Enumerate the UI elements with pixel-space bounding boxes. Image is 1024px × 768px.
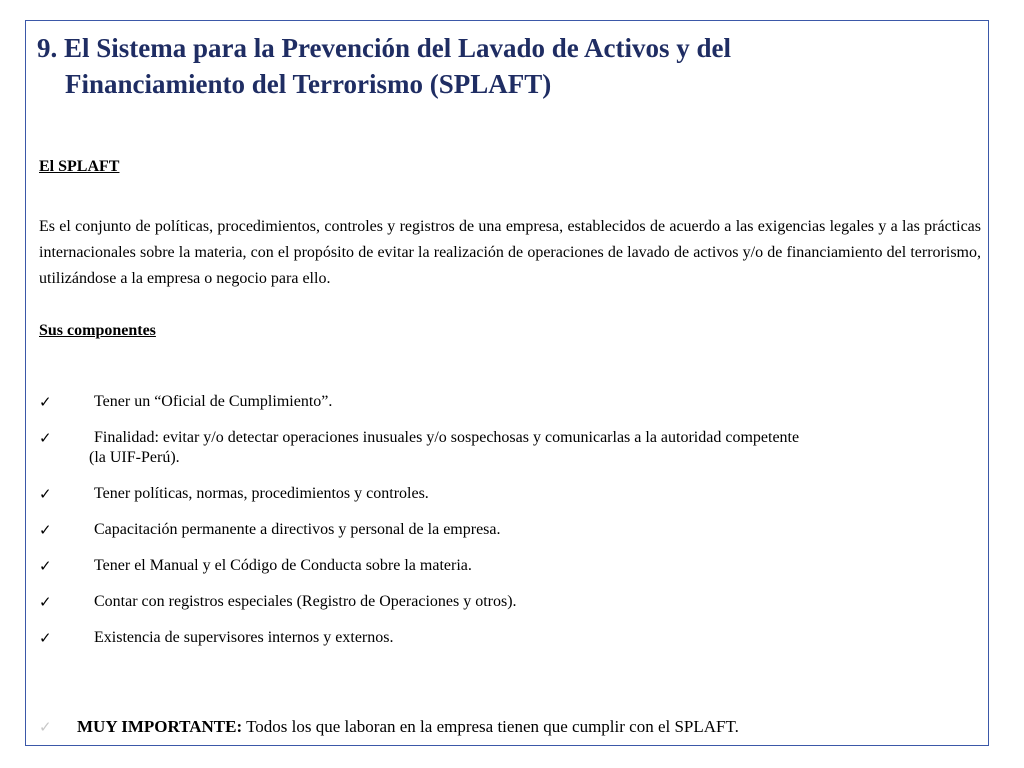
check-icon: ✓	[39, 557, 52, 575]
list-item	[39, 392, 984, 412]
check-icon: ✓	[39, 718, 52, 736]
important-label: MUY IMPORTANTE:	[77, 717, 243, 736]
list-item-text: Tener el Manual y el Código de Conducta sobre la materia.	[94, 557, 472, 574]
list-item	[39, 428, 984, 468]
check-icon: ✓	[39, 393, 52, 411]
check-icon: ✓	[39, 485, 52, 503]
check-icon: ✓	[39, 629, 52, 647]
check-icon: ✓	[39, 429, 52, 447]
check-icon: ✓	[39, 521, 52, 539]
list-item-text: Contar con registros especiales (Registro de Operaciones y otros).	[94, 593, 517, 610]
list-item	[39, 484, 984, 504]
slide-title	[37, 30, 977, 102]
list-item-text: Tener un “Oficial de Cumplimiento”.	[94, 393, 333, 410]
splaft-definition: Es el conjunto de políticas, procedimientos, controles y registros de una empresa, establecidos de acuerdo a las exigencias legales y a las prácticas internacionales sobre la materia, con el propósito de evitar la realización de operaciones de lavado de activos y/o de financiamiento del terrorismo, utilizándose a la empresa o negocio para ello.	[39, 218, 981, 287]
list-item-text: Existencia de supervisores internos y externos.	[94, 629, 394, 646]
list-item	[39, 628, 984, 648]
list-item-continuation: (la UIF-Perú).	[89, 449, 180, 466]
list-item-text: Finalidad: evitar y/o detectar operaciones inusuales y/o sospechosas y comunicarlas a la autoridad competente	[94, 429, 800, 446]
list-item	[39, 592, 984, 612]
important-text: Todos los que laboran en la empresa tienen que cumplir con el SPLAFT.	[242, 717, 739, 736]
list-item-text: Capacitación permanente a directivos y personal de la empresa.	[94, 521, 501, 538]
components-heading: Sus componentes	[39, 322, 156, 339]
check-icon: ✓	[39, 593, 52, 611]
components-list	[39, 392, 984, 664]
important-note	[39, 717, 984, 737]
title-line-2: Financiamiento del Terrorismo (SPLAFT)	[65, 69, 552, 99]
list-item	[39, 556, 984, 576]
title-line-1: 9. El Sistema para la Prevención del Lavado de Activos y del	[37, 33, 731, 63]
list-item	[39, 520, 984, 540]
splaft-heading: El SPLAFT	[39, 158, 120, 175]
list-item-text: Tener políticas, normas, procedimientos y controles.	[94, 485, 429, 502]
